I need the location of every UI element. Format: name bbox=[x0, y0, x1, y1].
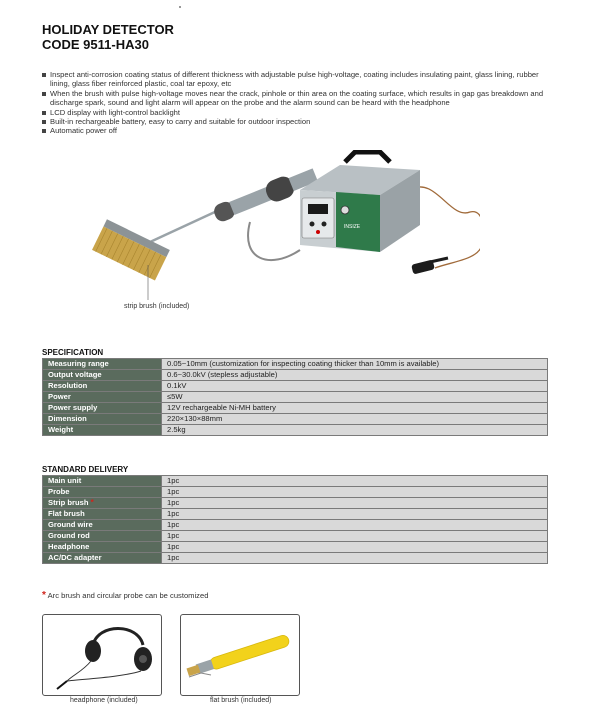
flat-brush-caption: flat brush (included) bbox=[210, 697, 272, 704]
table-row bbox=[43, 414, 548, 425]
ground-clip-icon bbox=[411, 258, 448, 275]
spec-value: 0.1kV bbox=[162, 381, 548, 392]
probe-cable bbox=[248, 222, 300, 260]
title-line-2: CODE 9511-HA30 bbox=[42, 37, 149, 52]
delivery-qty: 1pc bbox=[162, 531, 548, 542]
delivery-label: Probe bbox=[43, 487, 162, 498]
delivery-label: Main unit bbox=[43, 476, 162, 487]
spec-value: 0.05~10mm (customization for inspecting coating thicker than 10mm is available) bbox=[162, 359, 548, 370]
table-row bbox=[43, 392, 548, 403]
standard-delivery-title: STANDARD DELIVERY bbox=[42, 465, 129, 474]
flat-brush-icon bbox=[181, 615, 299, 695]
spec-label: Output voltage bbox=[43, 370, 162, 381]
delivery-qty: 1pc bbox=[162, 520, 548, 531]
delivery-label-cell bbox=[43, 498, 162, 509]
strip-brush-icon bbox=[92, 219, 170, 280]
main-unit-icon bbox=[300, 152, 420, 252]
delivery-qty: 1pc bbox=[162, 553, 548, 564]
headphone-caption: headphone (included) bbox=[70, 697, 138, 704]
table-row bbox=[43, 476, 548, 487]
flat-brush-photo bbox=[180, 614, 300, 696]
feature-item: LCD display with light-control backlight bbox=[42, 108, 557, 117]
specification-table bbox=[42, 358, 548, 436]
headphone-icon bbox=[43, 615, 161, 695]
table-row bbox=[43, 553, 548, 564]
feature-list bbox=[42, 70, 557, 136]
spec-label: Weight bbox=[43, 425, 162, 436]
delivery-label: AC/DC adapter bbox=[43, 553, 162, 564]
spec-value: 0.6~30.0kV (stepless adjustable) bbox=[162, 370, 548, 381]
decor-dot bbox=[179, 6, 181, 8]
specification-title: SPECIFICATION bbox=[42, 348, 104, 357]
delivery-label: Headphone bbox=[43, 542, 162, 553]
delivery-qty: 1pc bbox=[162, 498, 548, 509]
feature-item: Inspect anti-corrosion coating status of different thickness with adjustable pulse high-voltage, coating includes insulating paint, glass lining, rubber lining, glass fiber reinforced plastic, coal tar epoxy, etc bbox=[42, 70, 557, 89]
spec-value: 12V rechargeable Ni-MH battery bbox=[162, 403, 548, 414]
feature-item: When the brush with pulse high-voltage moves near the crack, pinhole or thin area on the coating surface, which results in gap gas breakdown and discharge spark, sound and light alarm will appear on the probe and the alarm sound can be heard with the headphone bbox=[42, 89, 557, 108]
table-row bbox=[43, 425, 548, 436]
panel-brand-label: INSIZE bbox=[344, 224, 361, 230]
table-row bbox=[43, 531, 548, 542]
table-row bbox=[43, 370, 548, 381]
feature-item: Automatic power off bbox=[42, 126, 557, 135]
delivery-qty: 1pc bbox=[162, 542, 548, 553]
table-row bbox=[43, 520, 548, 531]
table-row bbox=[43, 381, 548, 392]
spec-label: Dimension bbox=[43, 414, 162, 425]
standard-delivery-table bbox=[42, 475, 548, 564]
spec-value: 220×130×88mm bbox=[162, 414, 548, 425]
spec-label: Measuring range bbox=[43, 359, 162, 370]
spec-value: 2.5kg bbox=[162, 425, 548, 436]
note-text: Arc brush and circular probe can be customized bbox=[47, 591, 209, 600]
delivery-qty: 1pc bbox=[162, 509, 548, 520]
spec-label: Power supply bbox=[43, 403, 162, 414]
spec-label: Power bbox=[43, 392, 162, 403]
delivery-qty: 1pc bbox=[162, 487, 548, 498]
table-row bbox=[43, 542, 548, 553]
spec-value: ≤5W bbox=[162, 392, 548, 403]
table-row bbox=[43, 403, 548, 414]
delivery-label: Flat brush bbox=[43, 509, 162, 520]
customization-note bbox=[42, 590, 208, 601]
headphone-photo bbox=[42, 614, 162, 696]
note-star-icon: * bbox=[42, 590, 46, 601]
strip-brush-caption: strip brush (included) bbox=[124, 303, 190, 310]
delivery-label: Ground wire bbox=[43, 520, 162, 531]
table-row bbox=[43, 509, 548, 520]
table-row bbox=[43, 487, 548, 498]
delivery-qty: 1pc bbox=[162, 476, 548, 487]
red-star-icon: * bbox=[90, 498, 94, 507]
feature-item: Built-in rechargeable battery, easy to carry and suitable for outdoor inspection bbox=[42, 117, 557, 126]
spec-label: Resolution bbox=[43, 381, 162, 392]
table-row bbox=[43, 498, 548, 509]
delivery-label: Strip brush bbox=[48, 498, 89, 507]
table-row bbox=[43, 359, 548, 370]
page-title bbox=[42, 22, 174, 52]
delivery-label: Ground rod bbox=[43, 531, 162, 542]
title-line-1: HOLIDAY DETECTOR bbox=[42, 22, 174, 37]
ground-wire bbox=[410, 187, 480, 268]
product-illustration bbox=[90, 150, 480, 310]
